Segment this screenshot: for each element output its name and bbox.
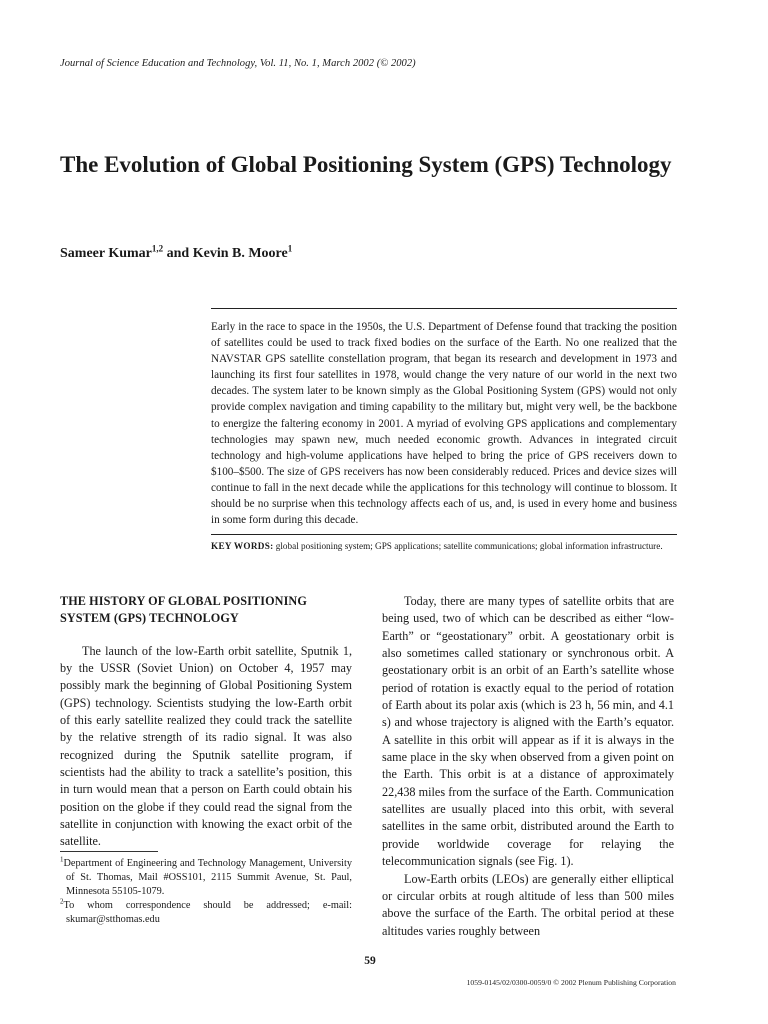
author-affiliation-mark: 1,2: [151, 243, 164, 254]
keywords-divider: [211, 534, 677, 535]
body-paragraph: Low-Earth orbits (LEOs) are generally either elliptical or circular orbits at rough altitude of less than 500 miles above the surface of the Earth. The orbital period at these altitudes varies roughly between: [382, 871, 674, 938]
article-title: The Evolution of Global Positioning System (GPS) Technology: [60, 152, 672, 177]
footnote-text: Department of Engineering and Technology Management, University of St. Thomas, Mail #OSS101, 2115 Summit Avenue, St. Paul, Minnesota 55105-1079.: [63, 858, 352, 897]
keywords-text: global positioning system; GPS applications; satellite communications; global information infrastructure.: [275, 541, 663, 552]
author-list: [60, 243, 293, 262]
footnotes: [60, 857, 352, 928]
author-name: Sameer Kumar: [60, 246, 152, 261]
left-column: [60, 593, 352, 851]
footnote-mark: 1: [60, 855, 64, 864]
body-paragraph: The launch of the low-Earth orbit satellite, Sputnik 1, by the USSR (Soviet Union) on October 4, 1957 may possibly mark the beginning of Global Positioning System (GPS) technology. Scientists studying the low-Earth orbit of this early satellite realized they could track the satellite by the relative strength of its radio signal. It was also recognized during the Sputnik satellite program, if scientists had the ability to track a satellite’s position, this in turn would mean that a person on Earth could obtain his position on the globe if they could read the signal from the satellite in conjunction with knowing the exact orbit of the satellite.: [60, 643, 352, 849]
abstract-block: [211, 308, 677, 552]
right-column: [382, 593, 674, 940]
author-separator: and: [163, 246, 193, 261]
copyright-line: 1059-0145/02/0300-0059/0 © 2002 Plenum Publishing Corporation: [466, 978, 676, 987]
section-heading: THE HISTORY OF GLOBAL POSITIONING SYSTEM (GPS) TECHNOLOGY: [60, 594, 307, 626]
journal-citation: Journal of Science Education and Technology, Vol. 11, No. 1, March 2002 (© 2002): [60, 58, 416, 69]
keywords-label: KEY WORDS:: [211, 541, 274, 552]
footnote: [60, 899, 352, 927]
page-number: 59: [364, 955, 376, 967]
footnote-mark: 2: [60, 897, 64, 906]
footnote-divider: [60, 851, 158, 852]
author-name: Kevin B. Moore: [192, 246, 288, 261]
body-paragraph: Today, there are many types of satellite orbits that are being used, two of which can be described as either “low-Earth” or “geostationary” orbit. A geostationary orbit is also sometimes called stationary or synchronous orbit. A geostationary orbit is an orbit of an Earth’s satellite whose period of rotation is exactly equal to the period of rotation of Earth about its polar axis (which is 23 h, 56 min, and 4.1 s) and whose trajectory is aligned with the Earth’s equator. A satellite in this orbit will appear as if it is always in the same place in the sky when observed from a given point on the Earth. This orbit is at a distance of approximately 22,438 miles from the surface of the Earth. Communication satellites are usually placed into this orbit, with several satellites in the same orbit, distributed around the Earth to provide worldwide coverage for relaying the telecommunication signals (see Fig. 1).: [382, 594, 674, 869]
author-affiliation-mark: 1: [287, 243, 293, 254]
footnote: [60, 857, 352, 898]
footnote-text: To whom correspondence should be addressed; e-mail: skumar@stthomas.edu: [63, 900, 352, 926]
abstract-text: Early in the race to space in the 1950s, the U.S. Department of Defense found that tracking the position of satellites could be used to track fixed bodies on the surface of the Earth. No one realized that the NAVSTAR GPS satellite constellation program, that began its research and development in 1973 and launching its first four satellites in 1978, would change the very nature of our world in the next two decades. The system later to be known simply as the Global Positioning System (GPS) would not only provide complex navigation and timing capability to the military but, might very well, be the backbone to energize the faltering economy in 2001. A myriad of evolving GPS applications and complementary technologies may spawn new, much needed economic growth. Advances in integrated circuit technology and high-volume applications have helped to bring the price of GPS receivers down to $100–$500. The size of GPS receivers has now been considerably reduced. Prices and device sizes will continue to fall in the next decade while the applications for this technology will continue to blossom. It should be no surprise when this technology affects each of us, and, is used in every home and business in some form during this decade.: [211, 321, 677, 527]
keywords-line: [211, 540, 677, 552]
